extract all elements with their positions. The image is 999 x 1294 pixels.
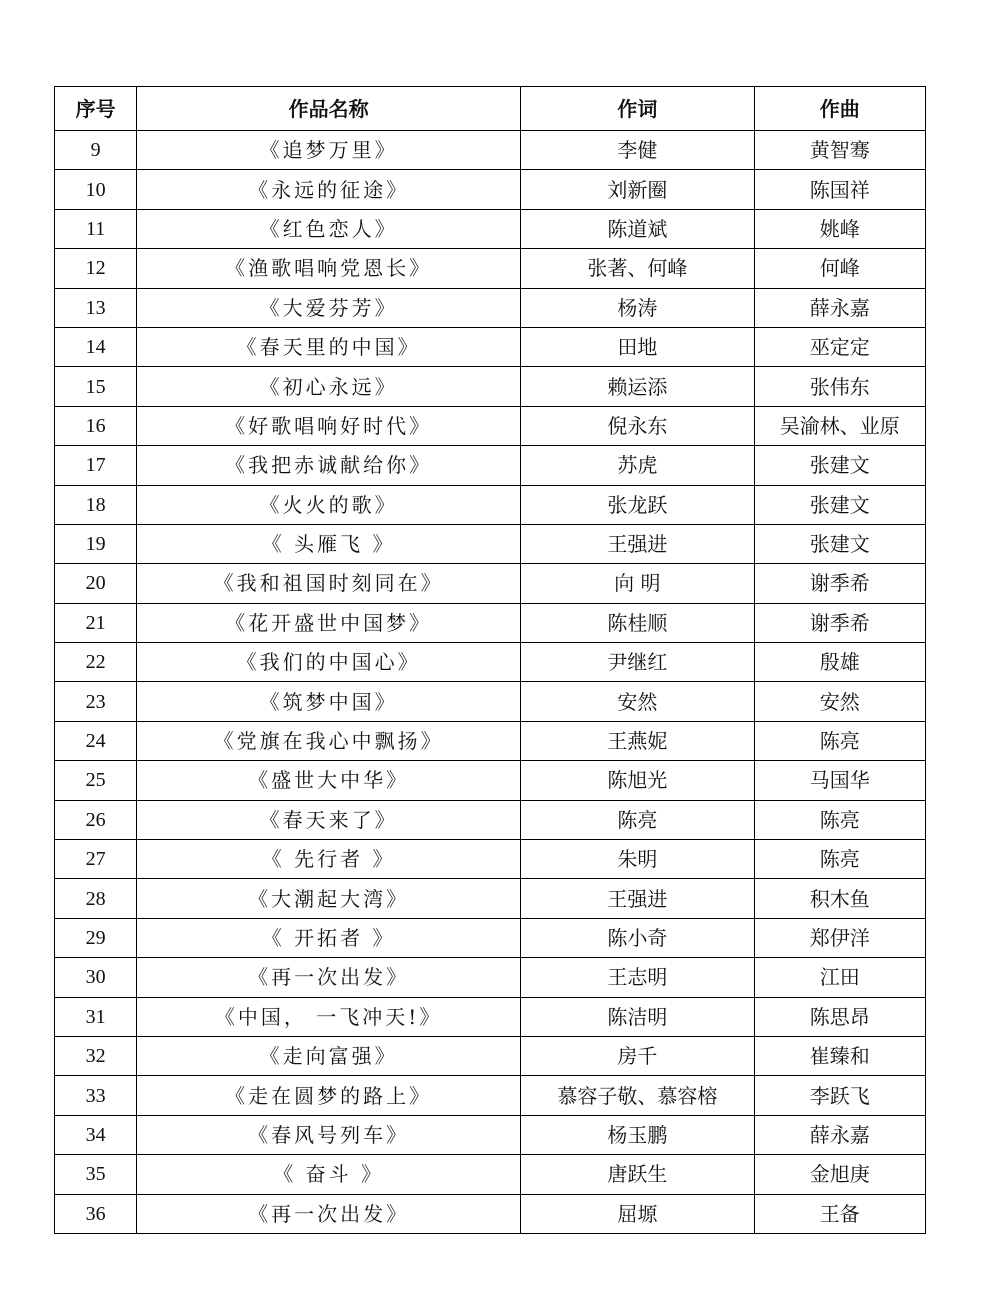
table-row	[55, 249, 926, 288]
song-title: 《再一次出发》	[137, 958, 521, 997]
song-title: 《大爱芬芳》	[137, 288, 521, 327]
composer-name: 郑伊洋	[754, 918, 925, 957]
table-row	[55, 131, 926, 170]
table-row	[55, 485, 926, 524]
table-row	[55, 879, 926, 918]
song-title: 《春天里的中国》	[137, 327, 521, 366]
song-title: 《 先行者 》	[137, 840, 521, 879]
table-row	[55, 1036, 926, 1075]
lyricist-name: 王燕妮	[521, 721, 755, 760]
lyricist-name: 唐跃生	[521, 1155, 755, 1194]
lyricist-name: 张著、何峰	[521, 249, 755, 288]
song-title: 《 开拓者 》	[137, 918, 521, 957]
lyricist-name: 屈塬	[521, 1194, 755, 1233]
composer-name: 陈亮	[754, 800, 925, 839]
row-number: 21	[55, 603, 137, 642]
lyricist-name: 田地	[521, 327, 755, 366]
lyricist-name: 赖运添	[521, 367, 755, 406]
table-row	[55, 406, 926, 445]
lyricist-name: 杨涛	[521, 288, 755, 327]
row-number: 30	[55, 958, 137, 997]
table-row	[55, 1155, 926, 1194]
composer-name: 王备	[754, 1194, 925, 1233]
table-row	[55, 564, 926, 603]
song-title: 《走在圆梦的路上》	[137, 1076, 521, 1115]
composer-name: 陈思昂	[754, 997, 925, 1036]
table-row	[55, 1194, 926, 1233]
composer-name: 黄智骞	[754, 131, 925, 170]
lyricist-name: 陈洁明	[521, 997, 755, 1036]
lyricist-name: 慕容子敬、慕容榕	[521, 1076, 755, 1115]
row-number: 35	[55, 1155, 137, 1194]
table-row	[55, 367, 926, 406]
table-row	[55, 682, 926, 721]
song-title: 《再一次出发》	[137, 1194, 521, 1233]
composer-name: 安然	[754, 682, 925, 721]
lyricist-name: 张龙跃	[521, 485, 755, 524]
lyricist-name: 陈亮	[521, 800, 755, 839]
composer-name: 姚峰	[754, 209, 925, 248]
lyricist-name: 王强进	[521, 524, 755, 563]
table-row	[55, 958, 926, 997]
composer-name: 李跃飞	[754, 1076, 925, 1115]
table-row	[55, 918, 926, 957]
header-composer: 作曲	[754, 87, 925, 131]
composer-name: 张建文	[754, 446, 925, 485]
lyricist-name: 杨玉鹏	[521, 1115, 755, 1154]
row-number: 32	[55, 1036, 137, 1075]
song-title: 《大潮起大湾》	[137, 879, 521, 918]
row-number: 31	[55, 997, 137, 1036]
composer-name: 吴渝林、业原	[754, 406, 925, 445]
composer-name: 马国华	[754, 761, 925, 800]
lyricist-name: 朱明	[521, 840, 755, 879]
song-title: 《党旗在我心中飘扬》	[137, 721, 521, 760]
lyricist-name: 房千	[521, 1036, 755, 1075]
table-row	[55, 209, 926, 248]
header-number: 序号	[55, 87, 137, 131]
composer-name: 殷雄	[754, 643, 925, 682]
song-title: 《追梦万里》	[137, 131, 521, 170]
song-title: 《盛世大中华》	[137, 761, 521, 800]
composer-name: 江田	[754, 958, 925, 997]
song-title: 《火火的歌》	[137, 485, 521, 524]
composer-name: 薛永嘉	[754, 1115, 925, 1154]
table-row	[55, 721, 926, 760]
lyricist-name: 王志明	[521, 958, 755, 997]
composer-name: 崔臻和	[754, 1036, 925, 1075]
table-row	[55, 643, 926, 682]
composer-name: 何峰	[754, 249, 925, 288]
composer-name: 金旭庚	[754, 1155, 925, 1194]
table-row	[55, 1115, 926, 1154]
lyricist-name: 李健	[521, 131, 755, 170]
lyricist-name: 尹继红	[521, 643, 755, 682]
song-title: 《我把赤诚献给你》	[137, 446, 521, 485]
row-number: 19	[55, 524, 137, 563]
row-number: 24	[55, 721, 137, 760]
composer-name: 张建文	[754, 485, 925, 524]
composer-name: 谢季希	[754, 603, 925, 642]
table-row	[55, 446, 926, 485]
song-title: 《红色恋人》	[137, 209, 521, 248]
composer-name: 谢季希	[754, 564, 925, 603]
song-title: 《永远的征途》	[137, 170, 521, 209]
table-row	[55, 170, 926, 209]
song-title: 《渔歌唱响党恩长》	[137, 249, 521, 288]
header-title: 作品名称	[137, 87, 521, 131]
table-body	[55, 131, 926, 1234]
song-title: 《中国， 一飞冲天!》	[137, 997, 521, 1036]
composer-name: 陈亮	[754, 721, 925, 760]
row-number: 28	[55, 879, 137, 918]
row-number: 26	[55, 800, 137, 839]
row-number: 23	[55, 682, 137, 721]
row-number: 36	[55, 1194, 137, 1233]
row-number: 10	[55, 170, 137, 209]
song-table	[54, 86, 926, 1234]
header-lyricist: 作词	[521, 87, 755, 131]
lyricist-name: 陈道斌	[521, 209, 755, 248]
row-number: 13	[55, 288, 137, 327]
song-title: 《初心永远》	[137, 367, 521, 406]
song-title: 《好歌唱响好时代》	[137, 406, 521, 445]
composer-name: 陈亮	[754, 840, 925, 879]
lyricist-name: 苏虎	[521, 446, 755, 485]
table-row	[55, 840, 926, 879]
song-title: 《春天来了》	[137, 800, 521, 839]
row-number: 25	[55, 761, 137, 800]
lyricist-name: 陈旭光	[521, 761, 755, 800]
table-row	[55, 997, 926, 1036]
row-number: 18	[55, 485, 137, 524]
table-row	[55, 800, 926, 839]
row-number: 9	[55, 131, 137, 170]
lyricist-name: 安然	[521, 682, 755, 721]
lyricist-name: 向 明	[521, 564, 755, 603]
song-title: 《花开盛世中国梦》	[137, 603, 521, 642]
row-number: 29	[55, 918, 137, 957]
song-title: 《筑梦中国》	[137, 682, 521, 721]
row-number: 15	[55, 367, 137, 406]
song-title: 《我们的中国心》	[137, 643, 521, 682]
row-number: 33	[55, 1076, 137, 1115]
table-row	[55, 1076, 926, 1115]
composer-name: 陈国祥	[754, 170, 925, 209]
lyricist-name: 陈小奇	[521, 918, 755, 957]
row-number: 20	[55, 564, 137, 603]
song-title: 《春风号列车》	[137, 1115, 521, 1154]
composer-name: 张伟东	[754, 367, 925, 406]
row-number: 12	[55, 249, 137, 288]
lyricist-name: 王强进	[521, 879, 755, 918]
row-number: 17	[55, 446, 137, 485]
composer-name: 薛永嘉	[754, 288, 925, 327]
lyricist-name: 刘新圈	[521, 170, 755, 209]
table-row	[55, 761, 926, 800]
composer-name: 积木鱼	[754, 879, 925, 918]
row-number: 11	[55, 209, 137, 248]
row-number: 27	[55, 840, 137, 879]
composer-name: 巫定定	[754, 327, 925, 366]
table-row	[55, 603, 926, 642]
song-title: 《我和祖国时刻同在》	[137, 564, 521, 603]
row-number: 14	[55, 327, 137, 366]
row-number: 16	[55, 406, 137, 445]
row-number: 22	[55, 643, 137, 682]
row-number: 34	[55, 1115, 137, 1154]
header-row	[55, 87, 926, 131]
lyricist-name: 倪永东	[521, 406, 755, 445]
table-row	[55, 524, 926, 563]
song-title: 《 奋斗 》	[137, 1155, 521, 1194]
lyricist-name: 陈桂顺	[521, 603, 755, 642]
song-title: 《走向富强》	[137, 1036, 521, 1075]
table-row	[55, 288, 926, 327]
table-row	[55, 327, 926, 366]
song-title: 《 头雁飞 》	[137, 524, 521, 563]
composer-name: 张建文	[754, 524, 925, 563]
